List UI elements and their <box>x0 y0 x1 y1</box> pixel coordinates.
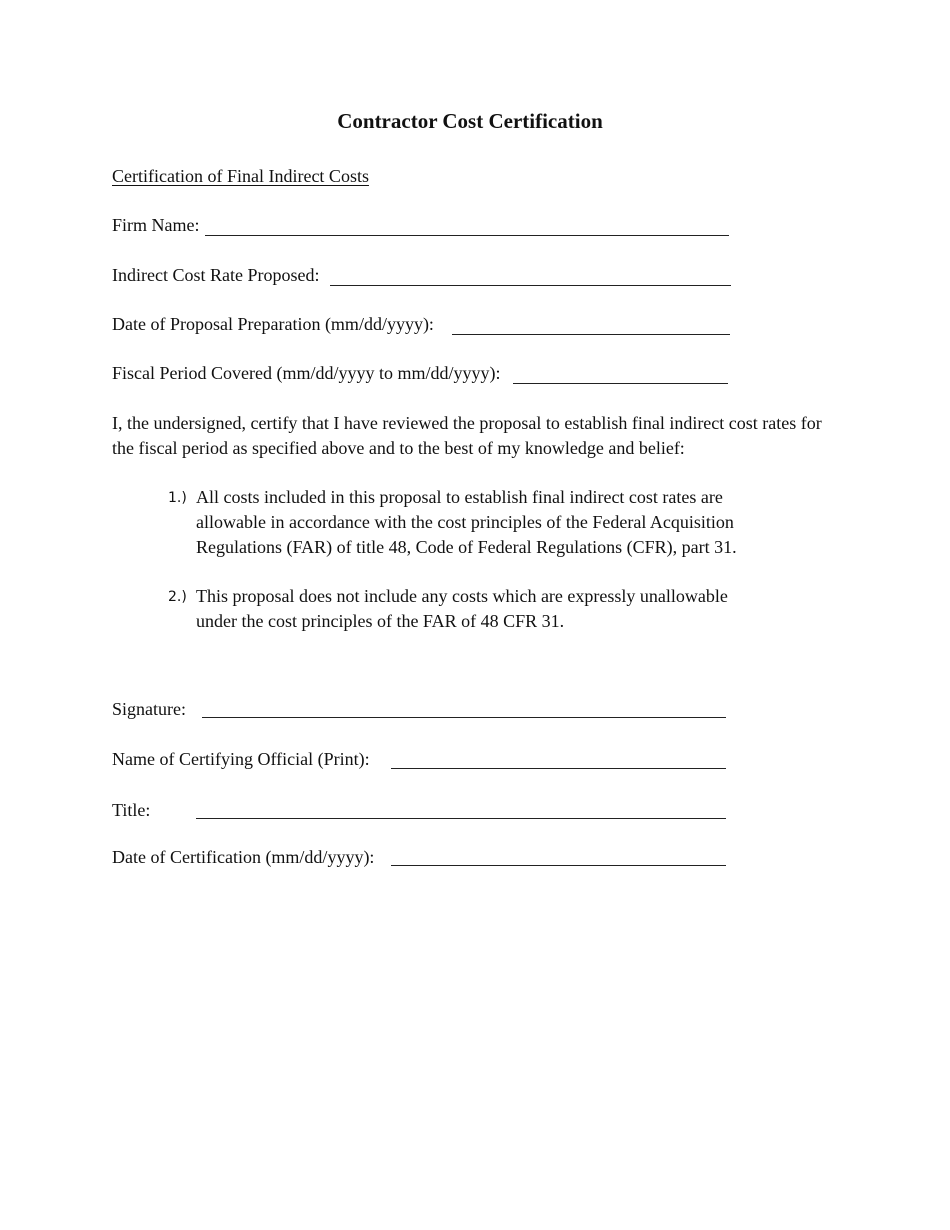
indirect-cost-rate-label: Indirect Cost Rate Proposed: <box>112 265 320 285</box>
certifying-official-field[interactable] <box>391 768 726 769</box>
certification-date-label: Date of Certification (mm/dd/yyyy): <box>112 847 375 867</box>
title-label: Title: <box>112 800 151 820</box>
fiscal-period-field[interactable] <box>513 383 728 384</box>
indirect-cost-rate-field[interactable] <box>330 285 731 286</box>
certification-date-field[interactable] <box>391 865 726 866</box>
certification-paragraph: I, the undersigned, certify that I have reviewed the proposal to establish final indirect cost rates for the fiscal period as specified above and to the best of my knowledge and belief: <box>112 413 822 458</box>
list-item-text: All costs included in this proposal to establish final indirect cost rates are allowable in accordance with the cost principles of the Federal Acquisition Regulations (FAR) of title 48, Code of Federal Regulations (CFR), part 31. <box>196 487 737 557</box>
proposal-date-field[interactable] <box>452 334 730 335</box>
firm-name-field[interactable] <box>205 235 729 236</box>
signature-label: Signature: <box>112 699 186 719</box>
title-field[interactable] <box>196 818 726 819</box>
certifying-official-label: Name of Certifying Official (Print): <box>112 749 370 769</box>
document-title: Contractor Cost Certification <box>337 109 603 133</box>
proposal-date-label: Date of Proposal Preparation (mm/dd/yyyy): <box>112 314 434 334</box>
section-subtitle: Certification of Final Indirect Costs <box>112 166 369 186</box>
list-item-text: This proposal does not include any costs which are expressly unallowable under the cost principles of the FAR of 48 CFR 31. <box>196 586 728 631</box>
fiscal-period-label: Fiscal Period Covered (mm/dd/yyyy to mm/dd/yyyy): <box>112 363 501 383</box>
list-item-number: 2.) <box>168 589 187 605</box>
list-item-number: 1.) <box>168 490 187 506</box>
signature-field[interactable] <box>202 717 726 718</box>
firm-name-label: Firm Name: <box>112 215 200 235</box>
